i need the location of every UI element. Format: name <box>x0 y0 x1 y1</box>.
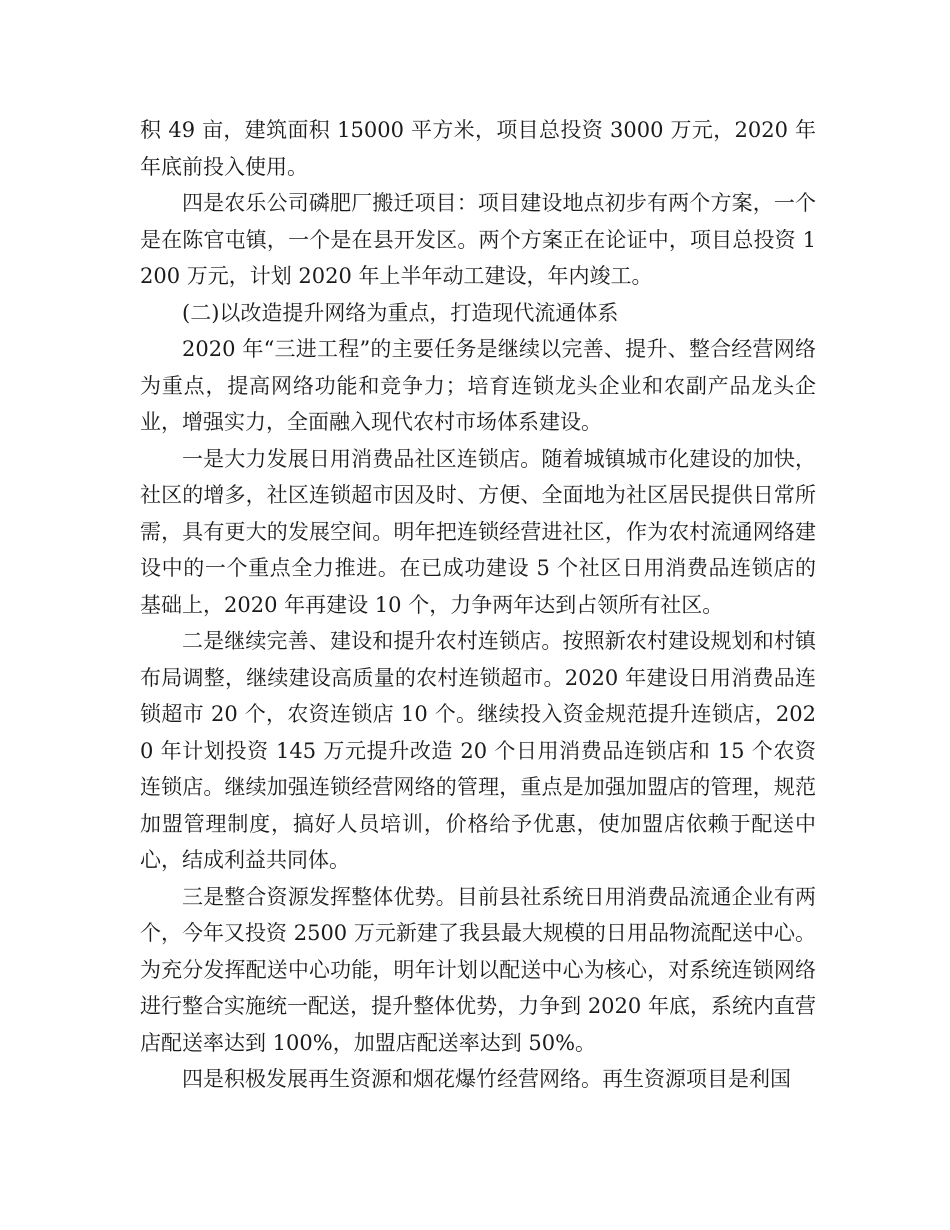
paragraph: 积 49 亩，建筑面积 15000 平方米，项目总投资 3000 万元，2020 年年底前投入使用。 <box>140 118 816 179</box>
paragraph: 一是大力发展日用消费品社区连锁店。随着城镇城市化建设的加快，社区的增多，社区连锁超市因及时、方便、全面地为社区居民提供日常所需，具有更大的发展空间。明年把连锁经营进社区，作为农村流通网络建设中的一个重点全力推进。在已成功建设 5 个社区日用消费品连锁店的基础上，2020 年再建设 10 个，力争两年达到占领所有社区。 <box>140 446 816 617</box>
document-body <box>140 112 816 1098</box>
paragraph: 四是积极发展再生资源和烟花爆竹经营网络。再生资源项目是利国 <box>182 1067 791 1091</box>
paragraph: 二是继续完善、建设和提升农村连锁店。按照新农村建设规划和村镇布局调整，继续建设高质量的农村连锁超市。2020 年建设日用消费品连锁超市 20 个，农资连锁店 10 个。继续投入资金规范提升连锁店，2020 年计划投资 145 万元提升改造 20 个日用消费品连锁店和 15 个农资连锁店。继续加强连锁经营网络的管理，重点是加强加盟店的管理，规范加盟管理制度，搞好人员培训，价格给予优惠，使加盟店依赖于配送中心，结成利益共同体。 <box>140 629 816 872</box>
section-heading: (二)以改造提升网络为重点，打造现代流通体系 <box>182 300 619 325</box>
paragraph: 2020 年“三进工程”的主要任务是继续以完善、提升、整合经营网络为重点，提高网络功能和竞争力；培育连锁龙头企业和农副产品龙头企业，增强实力，全面融入现代农村市场体系建设。 <box>140 337 816 434</box>
paragraph: 四是农乐公司磷肥厂搬迁项目：项目建设地点初步有两个方案，一个是在陈官屯镇，一个是在县开发区。两个方案正在论证中，项目总投资 1200 万元，计划 2020 年上半年动工建设，年内竣工。 <box>140 191 816 288</box>
paragraph: 三是整合资源发挥整体优势。目前县社系统日用消费品流通企业有两个，今年又投资 2500 万元新建了我县最大规模的日用品物流配送中心。为充分发挥配送中心功能，明年计划以配送中心为核心，对系统连锁网络进行整合实施统一配送，提升整体优势，力争到 2020 年底，系统内直营店配送率达到 100%，加盟店配送率达到 50%。 <box>140 884 816 1055</box>
